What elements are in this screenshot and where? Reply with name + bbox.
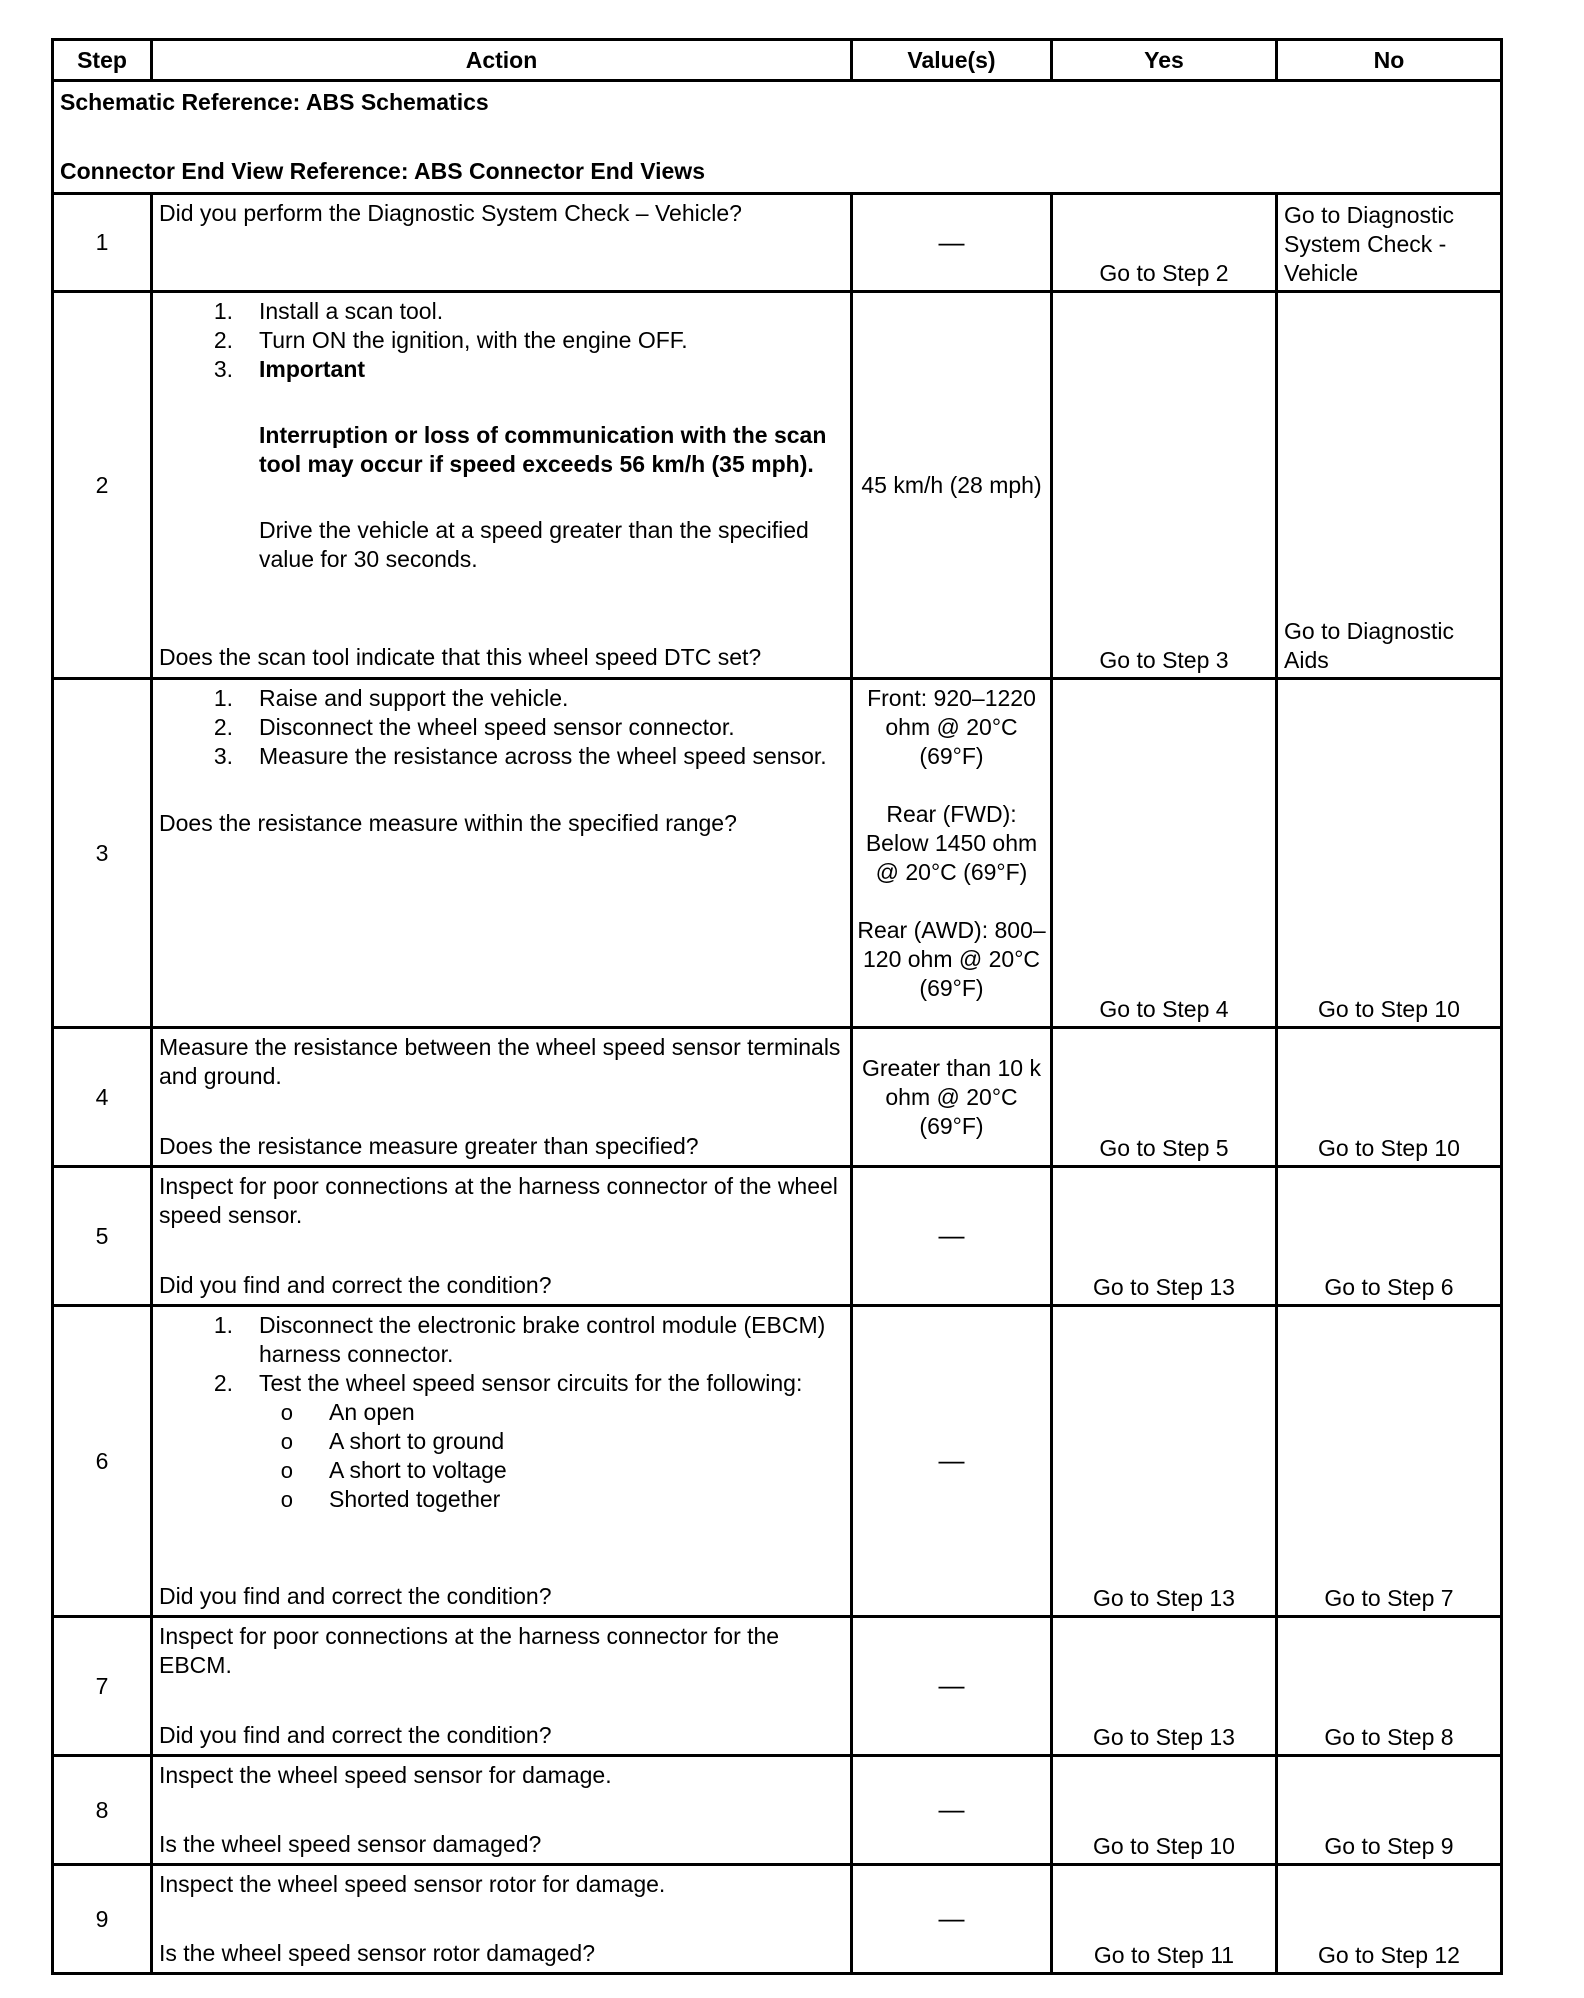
sub-item: o A short to voltage (159, 1456, 844, 1485)
action-cell (152, 292, 852, 679)
no-cell: Go to Step 9 (1277, 1756, 1502, 1865)
step-number: 2 (53, 292, 152, 679)
yes-cell: Go to Step 13 (1052, 1306, 1277, 1617)
action-text: Inspect the wheel speed sensor for damage. (159, 1762, 612, 1788)
action-text: Inspect for poor connections at the harness connector for the EBCM. (159, 1623, 780, 1678)
action-question: Does the resistance measure within the specified range? (159, 810, 737, 836)
action-cell (152, 194, 852, 292)
no-cell: Go to Step 10 (1277, 1028, 1502, 1167)
action-text: Inspect for poor connections at the harness connector of the wheel speed sensor. (159, 1173, 838, 1228)
yes-cell: Go to Step 10 (1052, 1756, 1277, 1865)
action-cell (152, 1306, 852, 1617)
table-row (53, 1756, 1502, 1865)
list-item: 1. Raise and support the vehicle. (213, 685, 569, 711)
value-text: — (938, 1445, 965, 1475)
list-item: 1. Install a scan tool. (213, 298, 444, 324)
header-yes: Yes (1052, 40, 1277, 81)
header-no: No (1277, 40, 1502, 81)
yes-cell: Go to Step 11 (1052, 1865, 1277, 1974)
yes-cell: Go to Step 13 (1052, 1617, 1277, 1756)
step-number: 7 (53, 1617, 152, 1756)
important-note: Interruption or loss of communication with the scan tool may occur if speed exceeds 56 km/h (35 mph). (259, 422, 827, 477)
table-row (53, 1167, 1502, 1306)
value-rear-fwd: Rear (FWD): Below 1450 ohm @ 20°C (69°F) (865, 801, 1038, 885)
no-cell: Go to Diagnostic Aids (1277, 292, 1502, 679)
yes-cell: Go to Step 4 (1052, 679, 1277, 1028)
action-cell (152, 1028, 852, 1167)
value-cell (852, 194, 1052, 292)
header-values: Value(s) (852, 40, 1052, 81)
action-question: Did you find and correct the condition? (159, 1272, 552, 1298)
circle-bullet-icon: o (280, 1487, 293, 1512)
table-row (53, 1617, 1502, 1756)
value-cell (852, 679, 1052, 1028)
action-question: Is the wheel speed sensor damaged? (159, 1831, 542, 1857)
header-row (53, 40, 1502, 81)
action-cell (152, 1617, 852, 1756)
reference-row (53, 81, 1502, 194)
sub-item: o An open (159, 1398, 844, 1427)
no-cell: Go to Step 12 (1277, 1865, 1502, 1974)
list-item: 3. Measure the resistance across the wheel speed sensor. (213, 743, 827, 769)
action-question: Did you perform the Diagnostic System Check – Vehicle? (159, 200, 742, 226)
circle-bullet-icon: o (280, 1458, 293, 1483)
sub-item: o A short to ground (159, 1427, 844, 1456)
value-text: — (938, 1220, 965, 1250)
action-steps (159, 1311, 844, 1398)
value-text: — (938, 1794, 965, 1824)
action-steps (159, 297, 844, 384)
action-question: Does the scan tool indicate that this wheel speed DTC set? (159, 644, 762, 670)
value-text: — (938, 1903, 965, 1933)
value-front: Front: 920–1220 ohm @ 20°C (69°F) (867, 685, 1036, 769)
value-cell (852, 1167, 1052, 1306)
action-question: Did you find and correct the condition? (159, 1722, 552, 1748)
no-cell: Go to Step 10 (1277, 679, 1502, 1028)
list-item: 1. Disconnect the electronic brake control module (EBCM) harness connector. (213, 1312, 826, 1367)
action-text: Inspect the wheel speed sensor rotor for damage. (159, 1871, 666, 1897)
action-cell (152, 679, 852, 1028)
action-question: Is the wheel speed sensor rotor damaged? (159, 1940, 595, 1966)
table-row (53, 1865, 1502, 1974)
action-cell (152, 1167, 852, 1306)
yes-cell: Go to Step 5 (1052, 1028, 1277, 1167)
action-cell (152, 1756, 852, 1865)
value-cell (852, 1306, 1052, 1617)
list-item: 2. Disconnect the wheel speed sensor connector. (213, 714, 735, 740)
value-text: — (938, 1670, 965, 1700)
value-text: Greater than 10 k ohm @ 20°C (69°F) (862, 1054, 1041, 1139)
value-cell (852, 1756, 1052, 1865)
value-rear-awd: Rear (AWD): 800–120 ohm @ 20°C (69°F) (857, 917, 1046, 1001)
header-step: Step (53, 40, 152, 81)
step-number: 5 (53, 1167, 152, 1306)
table-row (53, 194, 1502, 292)
yes-cell: Go to Step 3 (1052, 292, 1277, 679)
no-cell: Go to Step 6 (1277, 1167, 1502, 1306)
action-question: Does the resistance measure greater than specified? (159, 1133, 699, 1159)
list-item: 3. Important (213, 356, 366, 382)
action-question: Did you find and correct the condition? (159, 1583, 552, 1609)
action-steps (159, 684, 844, 771)
yes-cell: Go to Step 2 (1052, 194, 1277, 292)
no-cell: Go to Step 8 (1277, 1617, 1502, 1756)
step-number: 3 (53, 679, 152, 1028)
list-item: 2. Test the wheel speed sensor circuits for the following: (213, 1370, 803, 1396)
table-row (53, 1028, 1502, 1167)
table-row (53, 1306, 1502, 1617)
step-number: 1 (53, 194, 152, 292)
value-text: 45 km/h (28 mph) (861, 471, 1042, 498)
table-row (53, 292, 1502, 679)
reference-cell (53, 81, 1502, 194)
header-action: Action (152, 40, 852, 81)
step-number: 8 (53, 1756, 152, 1865)
table-row (53, 679, 1502, 1028)
value-cell (852, 1617, 1052, 1756)
step-number: 4 (53, 1028, 152, 1167)
step-number: 9 (53, 1865, 152, 1974)
value-cell (852, 1028, 1052, 1167)
value-text: — (938, 226, 965, 257)
action-cell (152, 1865, 852, 1974)
no-cell: Go to Diagnostic System Check - Vehicle (1277, 194, 1502, 292)
action-text: Measure the resistance between the wheel speed sensor terminals and ground. (159, 1034, 841, 1089)
diagnostic-table (51, 38, 1503, 1975)
list-item: 2. Turn ON the ignition, with the engine OFF. (213, 327, 688, 353)
circle-bullet-icon: o (280, 1400, 293, 1425)
yes-cell: Go to Step 13 (1052, 1167, 1277, 1306)
schematic-reference: Schematic Reference: ABS Schematics (60, 89, 489, 115)
sub-item: o Shorted together (159, 1485, 844, 1514)
step-number: 6 (53, 1306, 152, 1617)
value-cell (852, 292, 1052, 679)
no-cell: Go to Step 7 (1277, 1306, 1502, 1617)
circle-bullet-icon: o (280, 1429, 293, 1454)
value-cell (852, 1865, 1052, 1974)
instruction-text: Drive the vehicle at a speed greater than the specified value for 30 seconds. (259, 517, 809, 572)
connector-reference: Connector End View Reference: ABS Connector End Views (60, 158, 705, 184)
